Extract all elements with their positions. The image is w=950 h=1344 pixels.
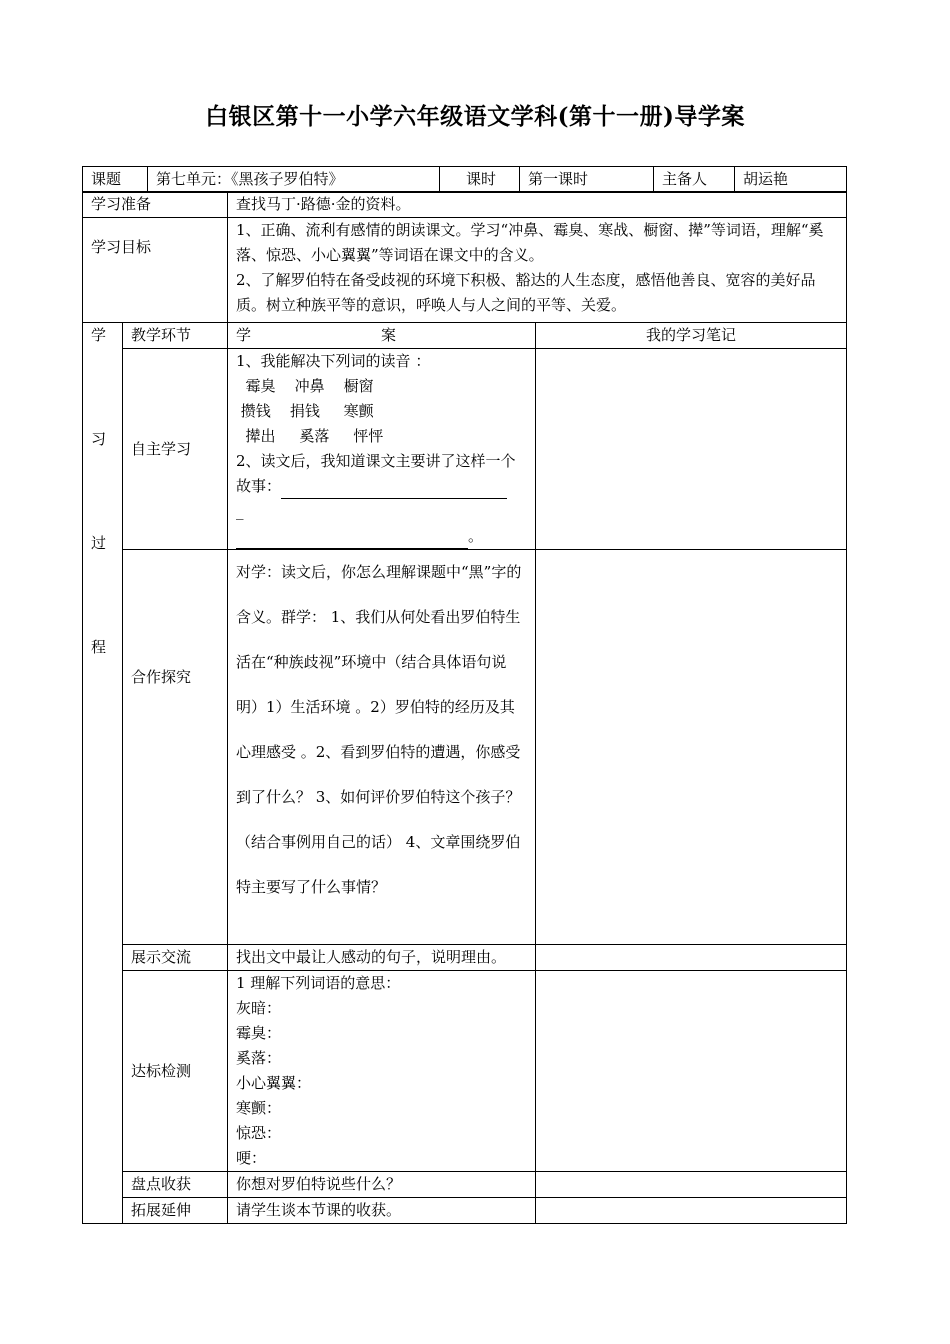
extend-notes[interactable] — [536, 1198, 847, 1224]
extend-content: 请学生谈本节课的收获。 — [228, 1198, 536, 1224]
header-table — [82, 166, 847, 193]
stage-column-header: 教学环节 — [123, 323, 228, 349]
goal-item-1: 1、正确、流利有感情的朗读课文。学习“冲鼻、霉臭、寒战、橱窗、撵”等词语，理解“奚落、惊恐、小心翼翼”等词语在课文中的含义。 — [236, 221, 824, 264]
answer-blank-2[interactable] — [236, 530, 468, 549]
goal-item-2: 2、了解罗伯特在备受歧视的环境下积极、豁达的人生态度，感悟他善良、宽容的美好品质。树立种族平等的意识，呼唤人与人之间的平等、关爱。 — [236, 271, 816, 314]
show-notes[interactable] — [536, 945, 847, 971]
self-study-content: 1、我能解决下列词的读音 ： 霉臭 冲鼻 橱窗 攒钱 捐钱 寒颤 撵出 奚落 怦怦 2、读文后，我知道课文主要讲了这样一个故事： _ 。 — [228, 349, 536, 550]
cooperate-label: 合作探究 — [123, 550, 228, 945]
check-label: 达标检测 — [123, 971, 228, 1172]
page-title: 白银区第十一小学六年级语文学科(第十一册)导学案 — [205, 103, 745, 130]
summary-content: 你想对罗伯特说些什么？ — [228, 1172, 536, 1198]
show-content: 找出文中最让人感动的句子，说明理由。 — [228, 945, 536, 971]
show-label: 展示交流 — [123, 945, 228, 971]
author-label: 主备人 — [654, 167, 735, 193]
cooperate-notes[interactable] — [536, 550, 847, 945]
goals-label: 学习目标 — [83, 218, 228, 323]
prep-label: 学习准备 — [83, 192, 228, 218]
topic-value: 第七单元：《黑孩子罗伯特》 — [148, 167, 440, 193]
self-study-notes[interactable] — [536, 349, 847, 550]
self-study-label: 自主学习 — [123, 349, 228, 550]
extend-label: 拓展延伸 — [123, 1198, 228, 1224]
answer-blank-1[interactable] — [281, 480, 507, 499]
prep-value: 查找马丁·路德·金的资料。 — [228, 192, 847, 218]
plan-column-header: 学 案 — [228, 323, 536, 349]
process-table — [82, 322, 847, 1224]
period-value: 第一课时 — [520, 167, 654, 193]
author-value: 胡运艳 — [735, 167, 847, 193]
summary-label: 盘点收获 — [123, 1172, 228, 1198]
cooperate-content: 对学：读文后，你怎么理解课题中“黑”字的含义。群学： 1、我们从何处看出罗伯特生活在“种族歧视”环境中（结合具体语句说明）1）生活环境 。2）罗伯特的经历及其心理感受 。2、看到罗伯特的遭遇，你感受到了什么？ 3、如何评价罗伯特这个孩子？（结合事例用自己的话） 4、文章围绕罗伯特主要写了什么事情？ — [228, 550, 536, 945]
process-vertical-label: 学 习 过 程 — [83, 323, 123, 1224]
topic-label: 课题 — [83, 167, 148, 193]
notes-column-header: 我的学习笔记 — [536, 323, 847, 349]
answer-line-2: 。 — [236, 524, 527, 549]
check-notes[interactable] — [536, 971, 847, 1172]
prep-goals-table — [82, 191, 847, 323]
check-content: 1 理解下列词语的意思： 灰暗： 霉臭： 奚落： 小心翼翼： 寒颤： 惊恐： 哽： — [228, 971, 536, 1172]
period-label: 课时 — [440, 167, 520, 193]
summary-notes[interactable] — [536, 1172, 847, 1198]
story-prompt: 2、读文后，我知道课文主要讲了这样一个故事： — [236, 449, 527, 499]
goals-value — [228, 218, 847, 323]
